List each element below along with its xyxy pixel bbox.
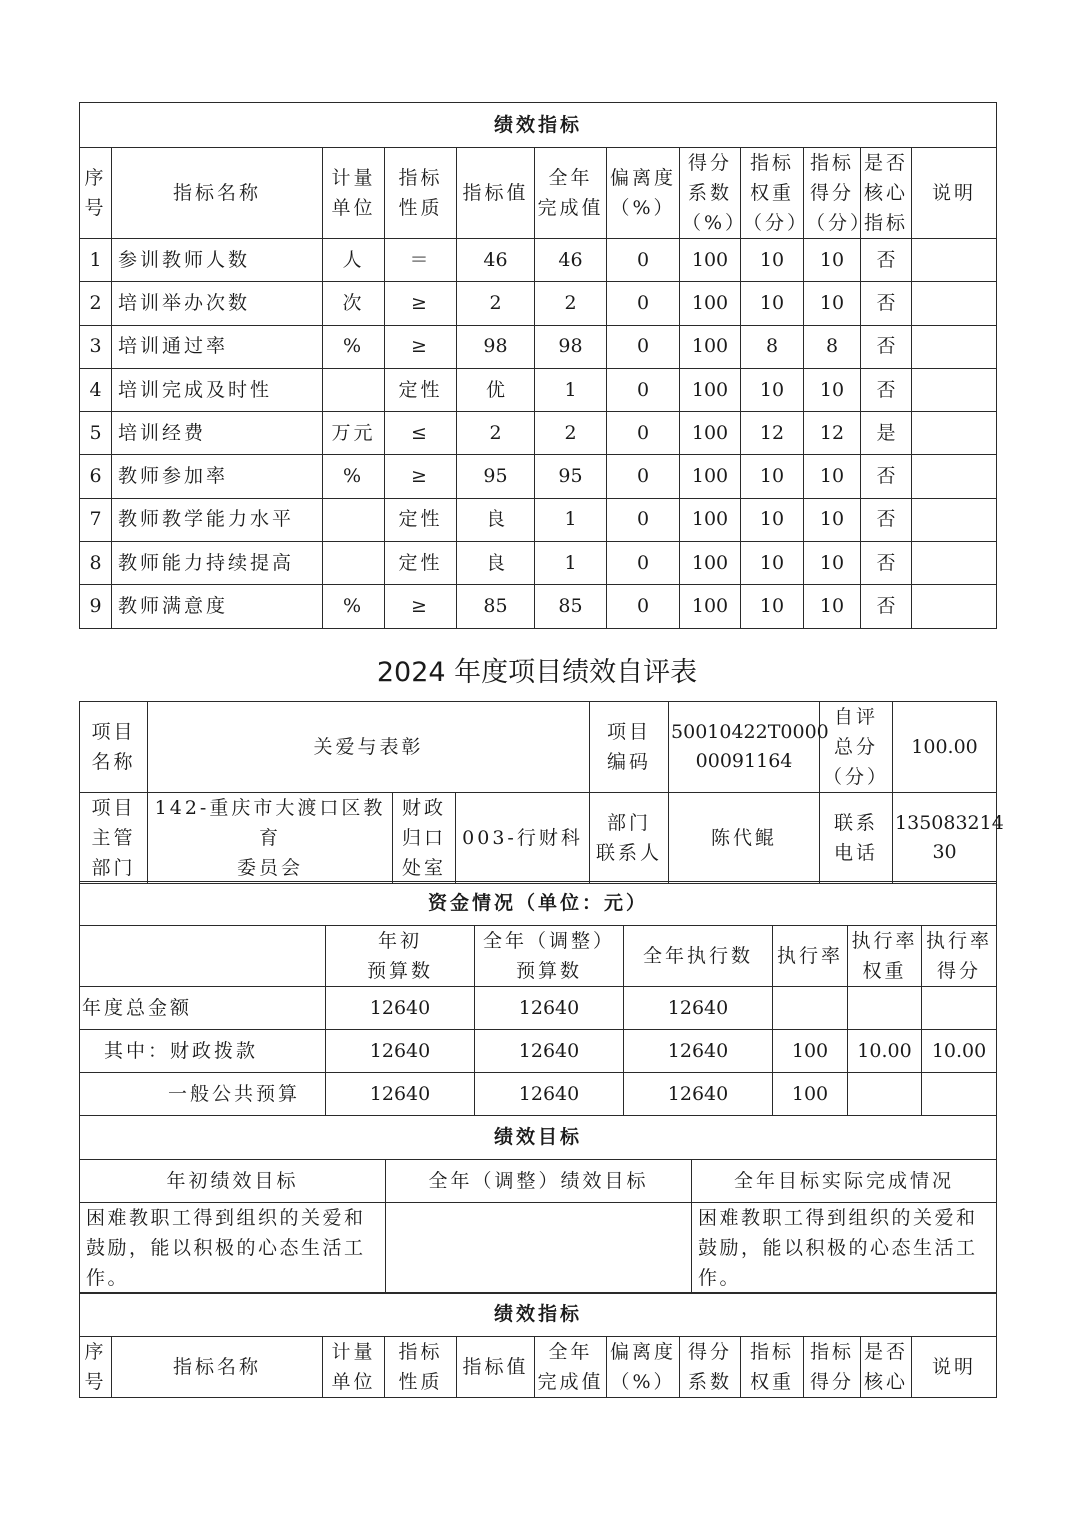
header-value: 指标值 bbox=[457, 148, 535, 239]
cell-score: 10 bbox=[804, 368, 861, 411]
header-score: 指标 得分 （分） bbox=[804, 148, 861, 239]
cell-value: 良 bbox=[457, 542, 535, 585]
cell-core: 否 bbox=[861, 325, 912, 368]
funds-cell-executed: 12640 bbox=[624, 987, 773, 1030]
header-value: 指标值 bbox=[457, 1337, 535, 1398]
cell-note bbox=[912, 368, 997, 411]
phone-label: 联系 电话 bbox=[820, 793, 893, 884]
funds-cell-rate-score bbox=[922, 987, 997, 1030]
finance-office-label: 财政 归口 处室 bbox=[393, 793, 456, 884]
dept-value: 142-重庆市大渡口区教育 委员会 bbox=[148, 793, 393, 884]
cell-dev: 0 bbox=[607, 325, 680, 368]
header-unit: 计量 单位 bbox=[323, 148, 385, 239]
cell-value: 良 bbox=[457, 498, 535, 541]
funds-cell-rate: 100 bbox=[773, 1073, 848, 1116]
cell-unit: % bbox=[323, 585, 385, 628]
funds-cell-executed: 12640 bbox=[624, 1073, 773, 1116]
header-score: 指标 得分 bbox=[804, 1337, 861, 1398]
cell-done: 1 bbox=[535, 542, 607, 585]
goals-actual-text: 困难教职工得到组织的关爱和 鼓励，能以积极的心态生活工 作。 bbox=[692, 1203, 997, 1294]
cell-nature: ≥ bbox=[385, 282, 457, 325]
funds-section-title: 资金情况（单位：元） bbox=[80, 882, 997, 926]
total-score-value: 100.00 bbox=[893, 702, 997, 793]
header-core: 是否 核心 指标 bbox=[861, 148, 912, 239]
cell-weight: 10 bbox=[741, 498, 804, 541]
phone-value: 135083214 30 bbox=[893, 793, 997, 884]
cell-core: 否 bbox=[861, 282, 912, 325]
cell-seq: 5 bbox=[80, 412, 112, 455]
cell-core: 否 bbox=[861, 585, 912, 628]
indicator-row bbox=[80, 542, 997, 585]
cell-seq: 3 bbox=[80, 325, 112, 368]
cell-dev: 0 bbox=[607, 282, 680, 325]
goals-table bbox=[79, 1115, 997, 1294]
indicator-row bbox=[80, 498, 997, 541]
funds-header-rate-weight: 执行率 权重 bbox=[848, 926, 922, 987]
indicator-row bbox=[80, 585, 997, 628]
header-unit: 计量 单位 bbox=[323, 1337, 385, 1398]
cell-nature: ≤ bbox=[385, 412, 457, 455]
funds-row bbox=[80, 1030, 997, 1073]
cell-name: 教师教学能力水平 bbox=[112, 498, 323, 541]
project-name-label: 项目 名称 bbox=[80, 702, 148, 793]
cell-coef: 100 bbox=[680, 585, 741, 628]
cell-seq: 2 bbox=[80, 282, 112, 325]
indicator-table-bottom bbox=[79, 1292, 997, 1398]
cell-nature: ≥ bbox=[385, 585, 457, 628]
cell-dev: 0 bbox=[607, 368, 680, 411]
cell-coef: 100 bbox=[680, 542, 741, 585]
cell-name: 培训举办次数 bbox=[112, 282, 323, 325]
cell-name: 培训完成及时性 bbox=[112, 368, 323, 411]
cell-done: 98 bbox=[535, 325, 607, 368]
cell-note bbox=[912, 498, 997, 541]
project-info-table bbox=[79, 701, 1004, 884]
cell-note bbox=[912, 282, 997, 325]
cell-nature: ≥ bbox=[385, 325, 457, 368]
section-title: 绩效指标 bbox=[80, 103, 997, 148]
cell-seq: 7 bbox=[80, 498, 112, 541]
header-done: 全年 完成值 bbox=[535, 148, 607, 239]
cell-unit: 万元 bbox=[323, 412, 385, 455]
project-code-label: 项目 编码 bbox=[590, 702, 669, 793]
cell-dev: 0 bbox=[607, 239, 680, 282]
contact-label: 部门 联系人 bbox=[590, 793, 669, 884]
cell-score: 12 bbox=[804, 412, 861, 455]
cell-coef: 100 bbox=[680, 455, 741, 498]
cell-name: 培训经费 bbox=[112, 412, 323, 455]
cell-nature: ＝ bbox=[385, 239, 457, 282]
project-name-value: 关爱与表彰 bbox=[148, 702, 590, 793]
cell-coef: 100 bbox=[680, 325, 741, 368]
goals-initial-text: 困难教职工得到组织的关爱和 鼓励，能以积极的心态生活工 作。 bbox=[80, 1203, 386, 1294]
header-nature: 指标 性质 bbox=[385, 1337, 457, 1398]
cell-weight: 10 bbox=[741, 542, 804, 585]
header-core: 是否 核心 bbox=[861, 1337, 912, 1398]
header-coef: 得分 系数 bbox=[680, 1337, 741, 1398]
header-seq: 序 号 bbox=[80, 148, 112, 239]
header-weight: 指标 权重 （分） bbox=[741, 148, 804, 239]
cell-core: 否 bbox=[861, 239, 912, 282]
indicator-row bbox=[80, 455, 997, 498]
cell-seq: 9 bbox=[80, 585, 112, 628]
cell-score: 10 bbox=[804, 585, 861, 628]
funds-header-blank bbox=[80, 926, 326, 987]
cell-core: 是 bbox=[861, 412, 912, 455]
project-code-value: 50010422T0000 00091164 bbox=[669, 702, 820, 793]
cell-nature: 定性 bbox=[385, 542, 457, 585]
cell-name: 培训通过率 bbox=[112, 325, 323, 368]
funds-cell-initial: 12640 bbox=[326, 987, 475, 1030]
cell-note bbox=[912, 412, 997, 455]
cell-done: 46 bbox=[535, 239, 607, 282]
cell-value: 优 bbox=[457, 368, 535, 411]
header-note: 说明 bbox=[912, 148, 997, 239]
cell-nature: 定性 bbox=[385, 498, 457, 541]
cell-unit: % bbox=[323, 325, 385, 368]
funds-cell-label: 一般公共预算 bbox=[80, 1073, 326, 1116]
cell-seq: 4 bbox=[80, 368, 112, 411]
cell-score: 10 bbox=[804, 282, 861, 325]
goals-header-adjusted: 全年（调整）绩效目标 bbox=[386, 1160, 692, 1203]
cell-note bbox=[912, 455, 997, 498]
funds-header-rate: 执行率 bbox=[773, 926, 848, 987]
funds-cell-rate-score: 10.00 bbox=[922, 1030, 997, 1073]
cell-core: 否 bbox=[861, 455, 912, 498]
funds-row bbox=[80, 1073, 997, 1116]
indicator-row bbox=[80, 412, 997, 455]
header-dev: 偏离度 （%） bbox=[607, 148, 680, 239]
funds-cell-rate-weight: 10.00 bbox=[848, 1030, 922, 1073]
total-score-label: 自评 总分 （分） bbox=[820, 702, 893, 793]
cell-done: 2 bbox=[535, 412, 607, 455]
indicator-row bbox=[80, 325, 997, 368]
cell-dev: 0 bbox=[607, 455, 680, 498]
funds-cell-rate: 100 bbox=[773, 1030, 848, 1073]
indicator-row bbox=[80, 239, 997, 282]
cell-note bbox=[912, 585, 997, 628]
goals-header-initial: 年初绩效目标 bbox=[80, 1160, 386, 1203]
header-dev: 偏离度 （%） bbox=[607, 1337, 680, 1398]
dept-label: 项目 主管 部门 bbox=[80, 793, 148, 884]
cell-unit bbox=[323, 542, 385, 585]
cell-score: 10 bbox=[804, 239, 861, 282]
cell-weight: 10 bbox=[741, 455, 804, 498]
cell-score: 8 bbox=[804, 325, 861, 368]
cell-name: 教师满意度 bbox=[112, 585, 323, 628]
funds-cell-rate-weight bbox=[848, 987, 922, 1030]
cell-done: 85 bbox=[535, 585, 607, 628]
header-row bbox=[80, 148, 997, 239]
funds-header-rate-score: 执行率 得分 bbox=[922, 926, 997, 987]
funds-row bbox=[80, 987, 997, 1030]
finance-office-value: 003-行财科 bbox=[456, 793, 590, 884]
funds-header-initial: 年初 预算数 bbox=[326, 926, 475, 987]
cell-coef: 100 bbox=[680, 412, 741, 455]
cell-done: 1 bbox=[535, 368, 607, 411]
cell-value: 46 bbox=[457, 239, 535, 282]
cell-value: 2 bbox=[457, 412, 535, 455]
cell-note bbox=[912, 239, 997, 282]
cell-core: 否 bbox=[861, 498, 912, 541]
funds-cell-adjusted: 12640 bbox=[475, 1073, 624, 1116]
cell-note bbox=[912, 325, 997, 368]
cell-value: 95 bbox=[457, 455, 535, 498]
cell-seq: 1 bbox=[80, 239, 112, 282]
goals-section-title: 绩效目标 bbox=[80, 1116, 997, 1160]
funds-cell-adjusted: 12640 bbox=[475, 987, 624, 1030]
page-title: 2024 年度项目绩效自评表 bbox=[376, 657, 698, 688]
cell-score: 10 bbox=[804, 542, 861, 585]
cell-weight: 8 bbox=[741, 325, 804, 368]
funds-cell-adjusted: 12640 bbox=[475, 1030, 624, 1073]
indicator-table-top bbox=[79, 102, 997, 629]
funds-cell-label: 其中：财政拨款 bbox=[80, 1030, 326, 1073]
funds-cell-rate-score bbox=[922, 1073, 997, 1116]
cell-weight: 12 bbox=[741, 412, 804, 455]
cell-core: 否 bbox=[861, 542, 912, 585]
header-nature: 指标 性质 bbox=[385, 148, 457, 239]
cell-coef: 100 bbox=[680, 239, 741, 282]
cell-unit bbox=[323, 498, 385, 541]
cell-coef: 100 bbox=[680, 282, 741, 325]
cell-coef: 100 bbox=[680, 368, 741, 411]
funds-cell-initial: 12640 bbox=[326, 1030, 475, 1073]
funds-cell-executed: 12640 bbox=[624, 1030, 773, 1073]
cell-score: 10 bbox=[804, 455, 861, 498]
header-weight: 指标 权重 bbox=[741, 1337, 804, 1398]
cell-core: 否 bbox=[861, 368, 912, 411]
cell-name: 教师能力持续提高 bbox=[112, 542, 323, 585]
funds-cell-initial: 12640 bbox=[326, 1073, 475, 1116]
indicator-row bbox=[80, 368, 997, 411]
cell-seq: 8 bbox=[80, 542, 112, 585]
cell-score: 10 bbox=[804, 498, 861, 541]
section-title-bottom: 绩效指标 bbox=[80, 1293, 997, 1337]
cell-seq: 6 bbox=[80, 455, 112, 498]
cell-unit bbox=[323, 368, 385, 411]
cell-name: 参训教师人数 bbox=[112, 239, 323, 282]
cell-dev: 0 bbox=[607, 498, 680, 541]
cell-value: 85 bbox=[457, 585, 535, 628]
funds-cell-rate-weight bbox=[848, 1073, 922, 1116]
cell-done: 1 bbox=[535, 498, 607, 541]
header-note: 说明 bbox=[912, 1337, 997, 1398]
cell-nature: ≥ bbox=[385, 455, 457, 498]
cell-weight: 10 bbox=[741, 282, 804, 325]
cell-note bbox=[912, 542, 997, 585]
contact-value: 陈代鲲 bbox=[669, 793, 820, 884]
indicator-row bbox=[80, 282, 997, 325]
cell-unit: 次 bbox=[323, 282, 385, 325]
cell-done: 95 bbox=[535, 455, 607, 498]
header-name: 指标名称 bbox=[112, 1337, 323, 1398]
funds-table bbox=[79, 881, 997, 1116]
cell-dev: 0 bbox=[607, 585, 680, 628]
cell-dev: 0 bbox=[607, 412, 680, 455]
cell-dev: 0 bbox=[607, 542, 680, 585]
goals-adjusted-text bbox=[386, 1203, 692, 1294]
cell-weight: 10 bbox=[741, 239, 804, 282]
cell-unit: 人 bbox=[323, 239, 385, 282]
funds-cell-rate bbox=[773, 987, 848, 1030]
cell-unit: % bbox=[323, 455, 385, 498]
header-coef: 得分 系数 （%） bbox=[680, 148, 741, 239]
cell-done: 2 bbox=[535, 282, 607, 325]
cell-name: 教师参加率 bbox=[112, 455, 323, 498]
cell-coef: 100 bbox=[680, 498, 741, 541]
cell-value: 2 bbox=[457, 282, 535, 325]
funds-header-adjusted: 全年（调整） 预算数 bbox=[475, 926, 624, 987]
cell-weight: 10 bbox=[741, 368, 804, 411]
cell-nature: 定性 bbox=[385, 368, 457, 411]
funds-cell-label: 年度总金额 bbox=[80, 987, 326, 1030]
header-done: 全年 完成值 bbox=[535, 1337, 607, 1398]
cell-weight: 10 bbox=[741, 585, 804, 628]
cell-value: 98 bbox=[457, 325, 535, 368]
header-seq: 序 号 bbox=[80, 1337, 112, 1398]
goals-header-actual: 全年目标实际完成情况 bbox=[692, 1160, 997, 1203]
header-name: 指标名称 bbox=[112, 148, 323, 239]
funds-header-executed: 全年执行数 bbox=[624, 926, 773, 987]
